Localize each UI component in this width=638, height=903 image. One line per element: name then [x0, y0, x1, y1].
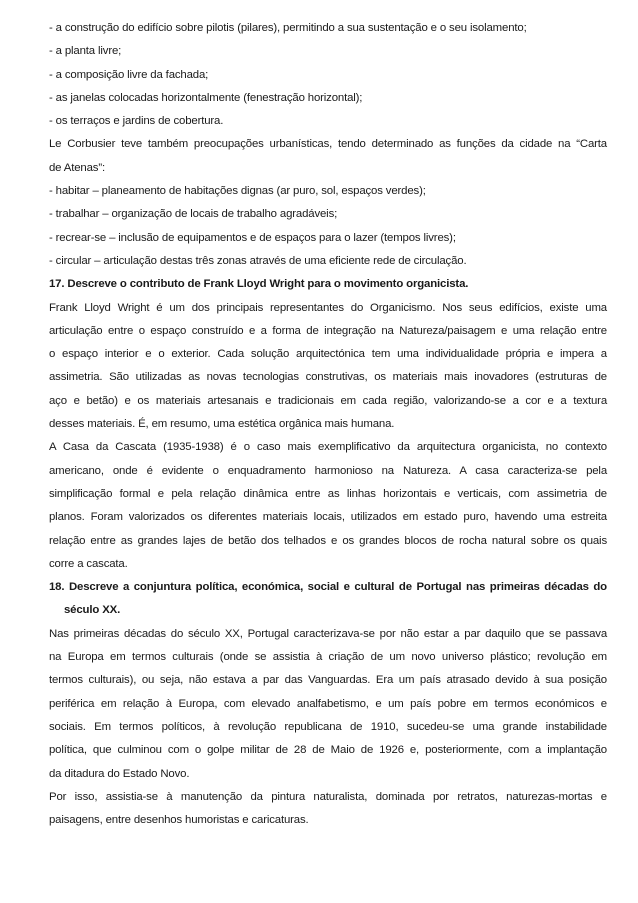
- paragraph-line: Frank Lloyd Wright é um dos principais representantes do Organicismo. Nos seus edifícios, existe uma: [49, 301, 607, 314]
- list-item: - as janelas colocadas horizontalmente (fenestração horizontal);: [49, 91, 363, 104]
- question-17-heading: [49, 273, 607, 296]
- paragraph-line: simplificação formal e pela relação dinâmica entre as linhas horizontais e verticais, com assimetria de: [49, 487, 607, 500]
- corbusier-urbanism-paragraph: [49, 133, 607, 180]
- corbusier-principles-list: [49, 17, 607, 133]
- paragraph-line: política, que culminou com o golpe militar de 28 de Maio de 1926 e, posteriormente, com a implantação: [49, 744, 607, 757]
- list-item: - trabalhar – organização de locais de trabalho agradáveis;: [49, 208, 338, 221]
- paragraph-line: Por isso, assistia-se à manutenção da pintura naturalista, dominada por retratos, naturezas-mortas e: [49, 790, 607, 803]
- heading-line: 18. Descreve a conjuntura política, económica, social e cultural de Portugal nas primeiras décadas do: [49, 581, 607, 594]
- paragraph-line: periférica em relação à Europa, com elevado analfabetismo, e um país pobre em termos económicos e: [49, 697, 607, 710]
- list-item: - a construção do edifício sobre pilotis (pilares), permitindo a sua sustentação e o seu isolamento;: [49, 22, 527, 34]
- paragraph-line: A Casa da Cascata (1935-1938) é o caso mais exemplificativo da arquitectura organicista, no contexto: [49, 441, 607, 454]
- heading-line: 17. Descreve o contributo de Frank Lloyd Wright para o movimento organicista.: [49, 278, 469, 291]
- paragraph-line: paisagens, entre desenhos humoristas e caricaturas.: [49, 814, 309, 827]
- paragraph-line: termos culturais), ou seja, não estava a par das Vanguardas. Era um país atrasado devido à sua posição: [49, 674, 607, 687]
- paragraph-line: relação entre as grandes lajes de betão dos telhados e os grandes blocos de rocha natural sobre os quais: [49, 534, 607, 547]
- paragraph-line: aço e betão) e os materiais artesanais e tradicionais em cada região, valorizando-se a cor e a textura: [49, 394, 607, 407]
- paragraph-line: articulação entre o espaço construído e a forma de integração na Natureza/paisagem e uma relação entre: [49, 324, 607, 337]
- list-item: - circular – articulação destas três zonas através de uma eficiente rede de circulação.: [49, 254, 467, 267]
- athens-charter-functions-list: [49, 180, 607, 273]
- paragraph-line: Nas primeiras décadas do século XX, Portugal caracterizava-se por não estar a par daquilo que se passava: [49, 627, 607, 640]
- list-item: - a planta livre;: [49, 45, 122, 58]
- q17-paragraph-2: [49, 436, 607, 576]
- paragraph-line: corre a cascata.: [49, 557, 128, 570]
- paragraph-line: na Europa em termos culturais (onde se assistia à criação de um novo universo plástico; revolução em: [49, 651, 607, 664]
- q17-paragraph-1: [49, 297, 607, 437]
- paragraph-line: planos. Foram valorizados os diferentes materiais locais, utilizados em estado puro, havendo uma estreita: [49, 511, 607, 524]
- paragraph-line: Le Corbusier teve também preocupações urbanísticas, tendo determinado as funções da cidade na “Carta: [49, 138, 607, 151]
- question-18-heading: [49, 576, 607, 623]
- paragraph-line: da ditadura do Estado Novo.: [49, 767, 190, 780]
- paragraph-line: americano, onde é evidente o enquadramento harmonioso na Natureza. A casa caracteriza-se pela: [49, 464, 607, 477]
- paragraph-line: o espaço interior e o exterior. Cada solução arquitectónica tem uma individualidade própria e impera a: [49, 348, 607, 361]
- document-page: [49, 17, 607, 832]
- paragraph-line: assimetria. São utilizadas as novas tecnologias construtivas, os materiais mais inovadores (estruturas de: [49, 371, 607, 384]
- list-item: - a composição livre da fachada;: [49, 68, 209, 81]
- q18-paragraph-1: [49, 623, 607, 786]
- list-item: - recrear-se – inclusão de equipamentos e de espaços para o lazer (tempos livres);: [49, 231, 456, 244]
- list-item: - habitar – planeamento de habitações dignas (ar puro, sol, espaços verdes);: [49, 185, 426, 198]
- q18-paragraph-2: [49, 786, 607, 833]
- list-item: - os terraços e jardins de cobertura.: [49, 115, 224, 128]
- heading-line: século XX.: [64, 604, 121, 617]
- paragraph-line: desses materiais. É, em resumo, uma estética orgânica mais humana.: [49, 418, 395, 431]
- paragraph-line: sociais. Em termos políticos, à revolução republicana de 1910, sucedeu-se uma grande instabilidade: [49, 720, 607, 733]
- paragraph-line: de Atenas”:: [49, 161, 105, 174]
